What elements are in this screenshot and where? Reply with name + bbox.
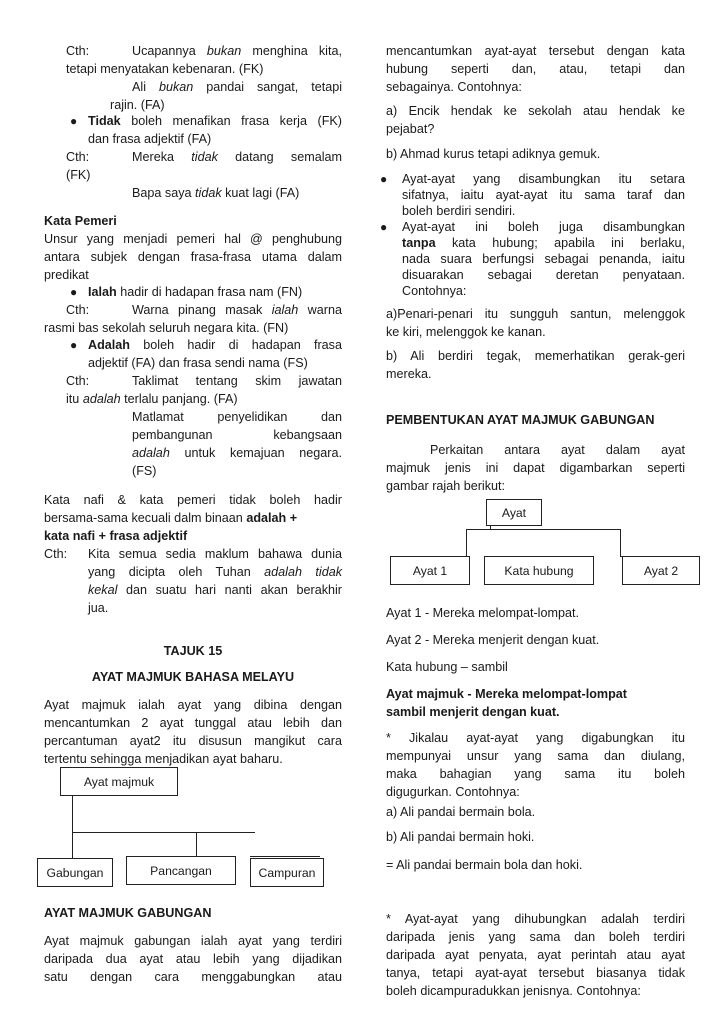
example-line: pejabat? (386, 122, 435, 136)
example-line: yang dicipta oleh Tuhan adalah tidak (88, 565, 342, 579)
paragraph-line: percantuman ayat2 itu disusun mangikut cara (44, 734, 342, 748)
example-line: Kata hubung – sambil (386, 660, 508, 674)
example-text: Warna pinang masak ialah warna (132, 303, 342, 317)
paragraph-line: Perkaitan antara ayat dalam ayat (430, 443, 685, 457)
diagram-connector (620, 529, 621, 556)
diagram-child-box: Pancangan (126, 856, 236, 885)
paragraph-line: daripada ayat penyata, ayat perintah atau ayat (386, 948, 685, 962)
example-line: mereka. (386, 367, 432, 381)
paragraph-line: bersama-sama kecuali dalm binaan adalah + (44, 511, 298, 525)
diagram-root-box: Ayat (486, 499, 542, 526)
example-line: Cth: Kita semua sedia maklum bahawa dunia (44, 547, 342, 561)
bullet-text: Adalah boleh hadir di hadapan frasa (88, 338, 342, 352)
diagram-child-box: Ayat 1 (390, 556, 470, 585)
example-text: Taklimat tentang skim jawatan (132, 374, 342, 388)
paragraph-line: gambar rajah berikut: (386, 479, 506, 493)
diagram-connector (196, 832, 197, 856)
paragraph-line: mencantumkan 2 ayat tunggal atau lebih dan (44, 716, 342, 730)
bullet-text: nada suara berfungsi sebagai penanda, iaitu (402, 252, 685, 266)
paragraph-line: * Jikalau ayat-ayat yang digabungkan itu (386, 731, 685, 745)
chapter-subtitle: AYAT MAJMUK BAHASA MELAYU (91, 670, 295, 684)
paragraph-line: * Ayat-ayat yang dihubungkan adalah terdiri (386, 912, 685, 926)
example-line: Bapa saya tidak kuat lagi (FA) (132, 186, 300, 200)
paragraph-line: tertentu sehingga menjadikan ayat baharu. (44, 752, 283, 766)
paragraph-line: maka bahagian yang sama itu boleh (386, 767, 685, 781)
example-text: Ucapannya bukan menghina kita, (132, 44, 342, 58)
example-line: a)Penari-penari itu sungguh santun, melenggok (386, 307, 685, 321)
bullet-text: dan frasa adjektif (FA) (88, 132, 212, 146)
bullet-text: Ayat-ayat ini boleh juga disambungkan (402, 220, 685, 234)
example-line: = Ali pandai bermain bola dan hoki. (386, 858, 583, 872)
example-line: Matlamat penyelidikan dan (132, 410, 342, 424)
diagram-root-box: Ayat majmuk (60, 767, 178, 796)
example-line: (FS) (132, 464, 157, 478)
example-line: itu adalah terlalu panjang. (FA) (66, 392, 238, 406)
example-line: Ayat 1 - Mereka melompat-lompat. (386, 606, 579, 620)
example-line: pembangunan kebangsaan (132, 428, 342, 442)
paragraph-line: tanya, tetapi ayat-ayat tersebut biasanya tidak (386, 966, 685, 980)
diagram-connector (72, 832, 73, 858)
example-line: rajin. (FA) (110, 98, 165, 112)
bullet-text: Ayat-ayat yang disambungkan itu setara (402, 172, 685, 186)
example-line: adalah untuk kemajuan negara. (132, 446, 342, 460)
example-line: (FK) (66, 168, 91, 182)
paragraph-line: boleh dicampuradukkan jenisnya. Contohnya: (386, 984, 641, 998)
bullet-icon: ● (70, 285, 78, 299)
bullet-text: Contohnya: (402, 284, 467, 298)
paragraph-line: antara subjek dengan frasa-frasa utama dalam (44, 250, 342, 264)
example-line: Ali bukan pandai sangat, tetapi (132, 80, 343, 94)
paragraph-line: sebagainya. Contohnya: (386, 80, 522, 94)
bullet-text: sifatnya, iaitu ayat-ayat itu sama taraf dan (402, 188, 685, 202)
paragraph-line: Unsur yang menjadi pemeri hal @ penghubung (44, 232, 342, 246)
example-line: Cth: Warna pinang masak ialah warna (66, 303, 342, 317)
diagram-connector (466, 529, 621, 530)
example-line: b) Ali pandai bermain hoki. (386, 830, 535, 844)
diagram-child-box: Ayat 2 (622, 556, 700, 585)
diagram-child-box: Kata hubung (484, 556, 594, 585)
bullet-icon: ● (70, 338, 78, 352)
paragraph-line: digugurkan. Contohnya: (386, 785, 520, 799)
diagram-connector (250, 856, 320, 857)
example-text: Kita semua sedia maklum bahawa dunia (88, 547, 342, 561)
paragraph-line: Ayat majmuk gabungan ialah ayat yang terdiri (44, 934, 342, 948)
bullet-text: Tidak boleh menafikan frasa kerja (FK) (88, 114, 342, 128)
bullet-text: tanpa kata hubung; apabila ini berlaku, (402, 236, 685, 250)
example-line: Cth: Mereka tidak datang semalam (66, 150, 343, 164)
example-line: rasmi bas sekolah seluruh negara kita. (FN) (44, 321, 289, 335)
paragraph-line: daripada jenis yang sama dan boleh terdiri (386, 930, 685, 944)
bullet-text: adjektif (FA) dan frasa sendi nama (FS) (88, 356, 308, 370)
paragraph-line: hubung seperti dan, atau, tetapi dan (386, 62, 685, 76)
bullet-text: disuarakan sebagai deretan penyataan. (402, 268, 685, 282)
bold-example: sambil menjerit dengan kuat. (386, 705, 560, 719)
chapter-title: TAJUK 15 (163, 644, 223, 658)
example-line: kekal dan suatu hari nanti akan berakhir (88, 583, 342, 597)
paragraph-line: Kata nafi & kata pemeri tidak boleh hadir (44, 493, 342, 507)
example-line: a) Ali pandai bermain bola. (386, 805, 536, 819)
example-line: tetapi menyatakan kebenaran. (FK) (66, 62, 264, 76)
paragraph-line: majmuk jenis ini dapat digambarkan seperti (386, 461, 685, 475)
paragraph-line: Ayat majmuk ialah ayat yang dibina dengan (44, 698, 342, 712)
bullet-icon: ● (380, 220, 388, 234)
bullet-icon: ● (70, 114, 78, 128)
example-line: a) Encik hendak ke sekolah atau hendak ke (386, 104, 685, 118)
bold-example: Ayat majmuk - Mereka melompat-lompat (386, 687, 627, 701)
paragraph-line: kata nafi + frasa adjektif (44, 529, 188, 543)
example-line: Cth: Taklimat tentang skim jawatan (66, 374, 342, 388)
example-line: jua. (88, 601, 109, 615)
section-heading: AYAT MAJMUK GABUNGAN (44, 906, 212, 920)
paragraph-line: mencantumkan ayat-ayat tersebut dengan kata (386, 44, 685, 58)
bullet-text: Ialah hadir di hadapan frasa nam (FN) (88, 285, 303, 299)
section-heading: PEMBENTUKAN AYAT MAJMUK GABUNGAN (386, 413, 655, 427)
example-line: b) Ali berdiri tegak, memerhatikan gerak-geri (386, 349, 685, 363)
diagram-connector (72, 796, 73, 832)
diagram-child-box: Campuran (250, 858, 324, 887)
paragraph-line: daripada dua ayat atau lebih yang dijadikan (44, 952, 342, 966)
paragraph-line: mempunyai unsur yang sama dan diulang, (386, 749, 685, 763)
example-text: Mereka tidak datang semalam (132, 150, 343, 164)
diagram-connector (72, 832, 255, 833)
section-heading: Kata Pemeri (44, 214, 117, 228)
diagram-child-box: Gabungan (37, 858, 113, 887)
example-line: ke kiri, melenggok ke kanan. (386, 325, 546, 339)
example-line: Ayat 2 - Mereka menjerit dengan kuat. (386, 633, 600, 647)
example-line: Cth: Ucapannya bukan menghina kita, (66, 44, 342, 58)
bullet-text: boleh berdiri sendiri. (402, 204, 516, 218)
diagram-connector (466, 529, 467, 556)
bullet-icon: ● (380, 172, 388, 186)
paragraph-line: satu dengan cara menggabungkan atau (44, 970, 342, 984)
example-line: b) Ahmad kurus tetapi adiknya gemuk. (386, 147, 601, 161)
paragraph-line: predikat (44, 268, 89, 282)
